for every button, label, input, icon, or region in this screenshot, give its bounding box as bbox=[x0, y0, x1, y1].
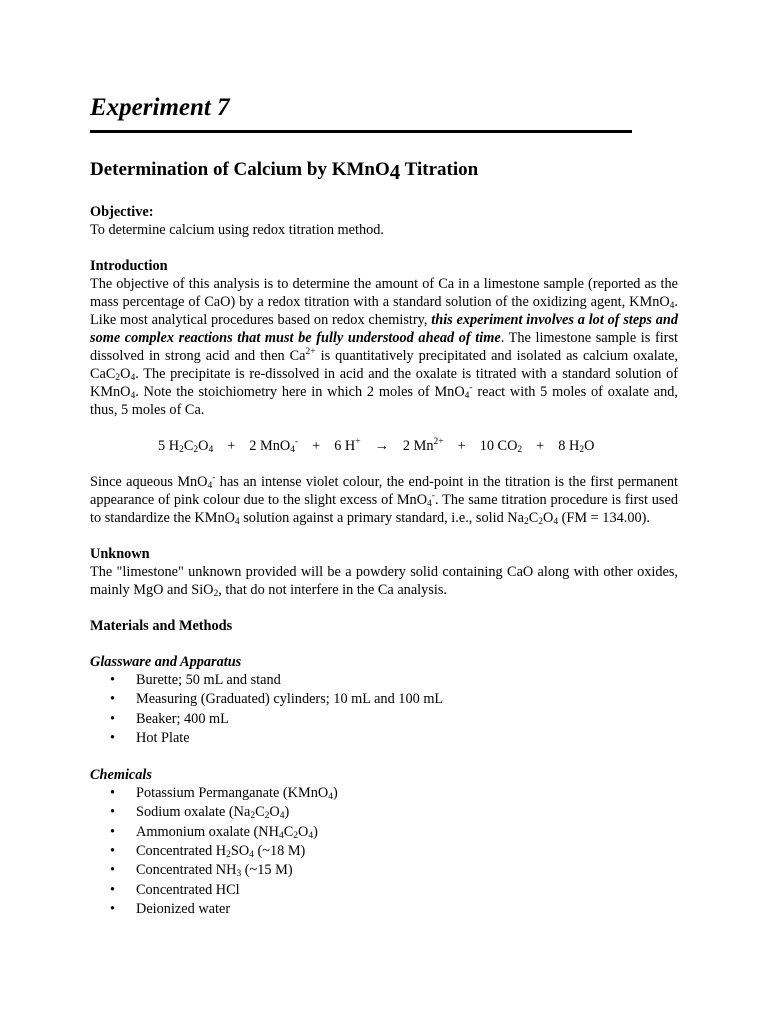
list-item: • Ammonium oxalate $(NH_4C_2O_4)$ bbox=[90, 823, 678, 842]
unknown-heading: Unknown bbox=[90, 546, 150, 562]
document-title: Determination of Calcium by KMnO$_4$ Titration bbox=[90, 159, 479, 184]
list-item: • Burette; 50 mL and stand bbox=[90, 671, 678, 690]
list-item: • Beaker; 400 mL bbox=[90, 710, 678, 729]
list-item: • Deionized water bbox=[90, 900, 678, 919]
experiment-title: Experiment 7 bbox=[90, 94, 230, 121]
introduction-emphasis: this experiment involves a lot of steps and some complex reactions that must be fully understood ahead of time bbox=[90, 312, 679, 346]
redox-equation: 5 $H_2C_2O_4 + 2$ MnO$_4$- + 6 H+ → 2 $Mn^{2+} + 10$ $CO_2 + 8$ $H_2O$ bbox=[158, 437, 595, 455]
unknown-paragraph: The "limestone" unknown provided will be a powdery solid containing CaO along with other oxides, mainly MgO and SiO$_2$, that do not interfere in the Ca analysis. bbox=[90, 564, 678, 599]
endpoint-paragraph: Since aqueous MnO$_4$- has an intense violet colour, the end-point in the titration is the first permanent appearance of pink colour due to the slight excess of MnO$_4$-. The same titration procedure is first used to standardize the KMnO$_4$ solution against a primary standard, i.e., solid $Na_2C_2O_4$ (FM = 134.00). bbox=[90, 473, 678, 527]
list-item: • Sodium oxalate $(Na_2C_2O_4)$ bbox=[90, 803, 678, 822]
list-item: • Concentrated $NH_3$ (~15 M) bbox=[90, 861, 678, 880]
list-item: • Hot Plate bbox=[90, 729, 678, 748]
list-item: • Concentrated HCl bbox=[90, 881, 678, 900]
document-body bbox=[90, 203, 678, 919]
glassware-heading: Glassware and Apparatus bbox=[90, 654, 242, 670]
chemicals-heading: Chemicals bbox=[90, 767, 152, 784]
list-item: • Measuring (Graduated) cylinders; 10 mL and 100 mL bbox=[90, 690, 678, 709]
objective-heading: Objective: bbox=[90, 204, 154, 220]
title-rule bbox=[90, 130, 632, 133]
introduction-paragraph: The objective of this analysis is to determine the amount of Ca in a limestone sample (reported as the mass percentage of CaO) by a redox titration with a standard solution of the oxidizing agent, KMnO$_4$. Like most analytical procedures based on redox chemistry, this experiment involves a lot of steps and some complex reactions that must be fully understood ahead of time. The limestone sample is first dissolved in strong acid and then $Ca^{2+}$ is quantitatively precipitated and isolated as calcium oxalate, $CaC_2O_4$. The precipitate is re-dissolved in acid and the oxalate is titrated with a standard solution of KMnO$_4$. Note the stoichiometry here in which 2 moles of MnO$_4$- react with 5 moles of oxalate and, thus, 5 moles of Ca. bbox=[90, 276, 679, 418]
reaction-arrow-icon: → bbox=[374, 438, 389, 454]
materials-heading: Materials and Methods bbox=[90, 618, 233, 634]
objective-text: To determine calcium using redox titration method. bbox=[90, 222, 384, 238]
list-item: • Potassium Permanganate (KMnO$_4$) bbox=[90, 784, 678, 803]
chemicals-list bbox=[90, 784, 678, 919]
list-item: • Concentrated $H_2SO_4$ (~18 M) bbox=[90, 842, 678, 861]
glassware-list bbox=[90, 671, 678, 748]
introduction-heading: Introduction bbox=[90, 258, 168, 274]
